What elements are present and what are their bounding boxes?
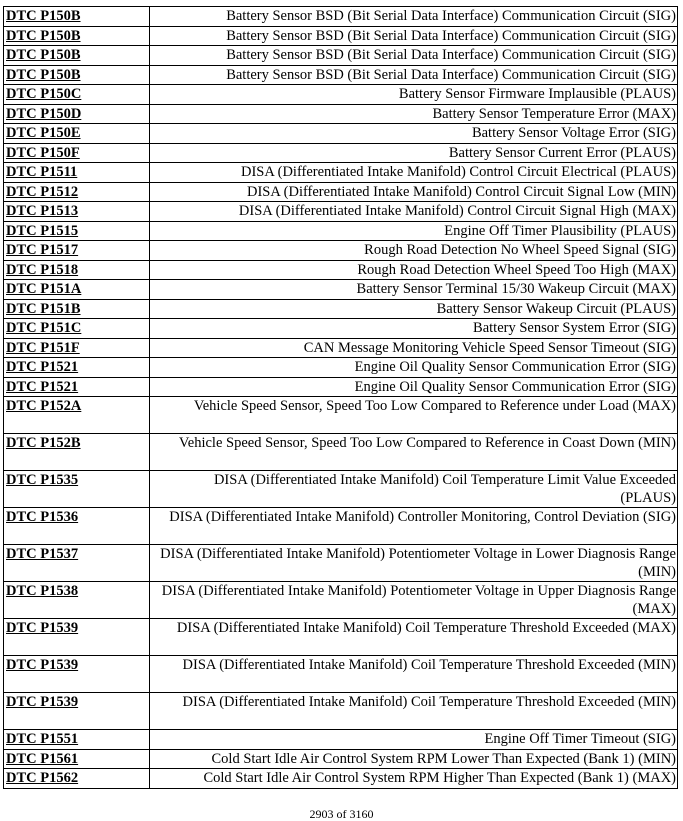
dtc-description-cell: Rough Road Detection No Wheel Speed Signal (SIG) [150,241,678,261]
dtc-code-cell [4,730,150,750]
table-row [4,545,678,582]
dtc-code-cell [4,434,150,471]
dtc-description-cell: Engine Oil Quality Sensor Communication Error (SIG) [150,377,678,397]
dtc-code-link[interactable]: DTC P1521 [6,378,79,395]
dtc-description-cell: Battery Sensor BSD (Bit Serial Data Interface) Communication Circuit (SIG) [150,46,678,66]
dtc-code-cell [4,65,150,85]
dtc-code-link[interactable]: DTC P1536 [6,509,79,525]
dtc-code-link[interactable]: DTC P150B [6,66,81,83]
dtc-code-link[interactable]: DTC P151B [6,300,81,317]
dtc-code-link[interactable]: DTC P150D [6,105,82,122]
dtc-code-link[interactable]: DTC P1561 [6,750,79,767]
table-row [4,299,678,319]
dtc-description-cell: DISA (Differentiated Intake Manifold) Control Circuit Electrical (PLAUS) [150,163,678,183]
dtc-code-cell [4,182,150,202]
dtc-code-cell [4,619,150,656]
dtc-code-cell [4,104,150,124]
dtc-description-cell: CAN Message Monitoring Vehicle Speed Sensor Timeout (SIG) [150,338,678,358]
dtc-code-link[interactable]: DTC P150E [6,125,81,141]
page-number: 2903 of 3160 [309,807,374,821]
dtc-description-cell: DISA (Differentiated Intake Manifold) Potentiometer Voltage in Lower Diagnosis Range (MIN) [150,545,678,582]
table-row [4,471,678,508]
table-row [4,319,678,339]
dtc-code-cell [4,260,150,280]
table-row [4,260,678,280]
dtc-code-link[interactable]: DTC P150B [6,27,81,44]
table-row [4,65,678,85]
dtc-code-cell [4,508,150,545]
table-row [4,656,678,693]
dtc-description-cell: Engine Oil Quality Sensor Communication Error (SIG) [150,358,678,378]
dtc-code-cell [4,163,150,183]
dtc-code-cell [4,241,150,261]
dtc-code-cell [4,338,150,358]
dtc-code-link[interactable]: DTC P151C [6,320,82,336]
dtc-description-cell: Battery Sensor Terminal 15/30 Wakeup Circuit (MAX) [150,280,678,300]
dtc-code-cell [4,582,150,619]
dtc-code-link[interactable]: DTC P1535 [6,472,79,488]
dtc-description-cell: Battery Sensor Current Error (PLAUS) [150,143,678,163]
table-row [4,338,678,358]
dtc-code-cell [4,26,150,46]
dtc-code-link[interactable]: DTC P1512 [6,183,79,200]
dtc-code-link[interactable]: DTC P152B [6,435,81,451]
dtc-code-cell [4,124,150,144]
dtc-code-cell [4,693,150,730]
dtc-code-link[interactable]: DTC P1539 [6,694,79,710]
dtc-code-cell [4,319,150,339]
dtc-code-link[interactable]: DTC P150C [6,86,82,102]
dtc-description-cell: DISA (Differentiated Intake Manifold) Control Circuit Signal High (MAX) [150,202,678,222]
table-row [4,280,678,300]
dtc-code-link[interactable]: DTC P150F [6,144,80,161]
dtc-code-cell [4,299,150,319]
dtc-code-link[interactable]: DTC P1539 [6,620,79,636]
dtc-code-link[interactable]: DTC P151A [6,281,82,297]
table-row [4,434,678,471]
dtc-table-body [4,7,678,789]
dtc-description-cell: Battery Sensor System Error (SIG) [150,319,678,339]
dtc-description-cell: Battery Sensor Voltage Error (SIG) [150,124,678,144]
dtc-description-cell: Battery Sensor Temperature Error (MAX) [150,104,678,124]
dtc-description-cell: Battery Sensor BSD (Bit Serial Data Interface) Communication Circuit (SIG) [150,7,678,27]
dtc-code-cell [4,545,150,582]
table-row [4,730,678,750]
dtc-description-cell: Engine Off Timer Plausibility (PLAUS) [150,221,678,241]
dtc-code-cell [4,656,150,693]
dtc-description-cell: DISA (Differentiated Intake Manifold) Coil Temperature Threshold Exceeded (MIN) [150,656,678,693]
dtc-code-link[interactable]: DTC P1511 [6,164,78,180]
table-row [4,143,678,163]
dtc-description-cell: DISA (Differentiated Intake Manifold) Coil Temperature Limit Value Exceeded (PLAUS) [150,471,678,508]
table-row [4,7,678,27]
dtc-code-link[interactable]: DTC P1537 [6,546,79,562]
dtc-code-link[interactable]: DTC P1562 [6,770,79,786]
dtc-description-cell: Vehicle Speed Sensor, Speed Too Low Compared to Reference under Load (MAX) [150,397,678,434]
table-row [4,241,678,261]
dtc-description-cell: Vehicle Speed Sensor, Speed Too Low Compared to Reference in Coast Down (MIN) [150,434,678,471]
table-row [4,182,678,202]
table-row [4,749,678,769]
dtc-code-cell [4,85,150,105]
table-row [4,508,678,545]
dtc-code-cell [4,377,150,397]
dtc-code-cell [4,221,150,241]
dtc-code-cell [4,471,150,508]
table-row [4,46,678,66]
table-row [4,26,678,46]
dtc-code-link[interactable]: DTC P1513 [6,203,79,219]
dtc-code-cell [4,202,150,222]
table-row [4,582,678,619]
table-row [4,85,678,105]
dtc-code-link[interactable]: DTC P152A [6,398,82,414]
dtc-code-link[interactable]: DTC P151F [6,339,80,356]
dtc-code-link[interactable]: DTC P1518 [6,261,79,278]
dtc-description-cell: Battery Sensor Firmware Implausible (PLAUS) [150,85,678,105]
dtc-description-cell: DISA (Differentiated Intake Manifold) Control Circuit Signal Low (MIN) [150,182,678,202]
table-row [4,769,678,789]
table-row [4,124,678,144]
dtc-description-cell: DISA (Differentiated Intake Manifold) Potentiometer Voltage in Upper Diagnosis Range (MAX) [150,582,678,619]
table-row [4,221,678,241]
dtc-code-link[interactable]: DTC P150B [6,8,81,24]
dtc-description-cell: DISA (Differentiated Intake Manifold) Coil Temperature Threshold Exceeded (MIN) [150,693,678,730]
table-row [4,693,678,730]
dtc-code-link[interactable]: DTC P150B [6,47,81,63]
table-row [4,163,678,183]
dtc-description-cell: DISA (Differentiated Intake Manifold) Coil Temperature Threshold Exceeded (MAX) [150,619,678,656]
dtc-description-cell: Cold Start Idle Air Control System RPM Higher Than Expected (Bank 1) (MAX) [150,769,678,789]
table-row [4,619,678,656]
dtc-code-cell [4,46,150,66]
table-row [4,358,678,378]
table-row [4,202,678,222]
dtc-code-link[interactable]: DTC P1515 [6,222,79,239]
table-row [4,104,678,124]
dtc-code-cell [4,749,150,769]
dtc-code-link[interactable]: DTC P1517 [6,242,79,258]
dtc-description-cell: Battery Sensor Wakeup Circuit (PLAUS) [150,299,678,319]
dtc-code-link[interactable]: DTC P1538 [6,583,79,599]
table-row [4,397,678,434]
dtc-code-table [3,6,678,789]
dtc-description-cell: Rough Road Detection Wheel Speed Too High (MAX) [150,260,678,280]
dtc-description-cell: DISA (Differentiated Intake Manifold) Controller Monitoring, Control Deviation (SIG) [150,508,678,545]
dtc-code-cell [4,769,150,789]
dtc-code-cell [4,7,150,27]
dtc-code-cell [4,143,150,163]
dtc-code-link[interactable]: DTC P1521 [6,359,79,375]
dtc-code-cell [4,358,150,378]
dtc-description-cell: Cold Start Idle Air Control System RPM Lower Than Expected (Bank 1) (MIN) [150,749,678,769]
dtc-code-link[interactable]: DTC P1539 [6,657,79,673]
dtc-description-cell: Engine Off Timer Timeout (SIG) [150,730,678,750]
dtc-code-cell [4,397,150,434]
dtc-description-cell: Battery Sensor BSD (Bit Serial Data Interface) Communication Circuit (SIG) [150,26,678,46]
dtc-description-cell: Battery Sensor BSD (Bit Serial Data Interface) Communication Circuit (SIG) [150,65,678,85]
dtc-code-cell [4,280,150,300]
dtc-code-link[interactable]: DTC P1551 [6,731,79,747]
table-row [4,377,678,397]
